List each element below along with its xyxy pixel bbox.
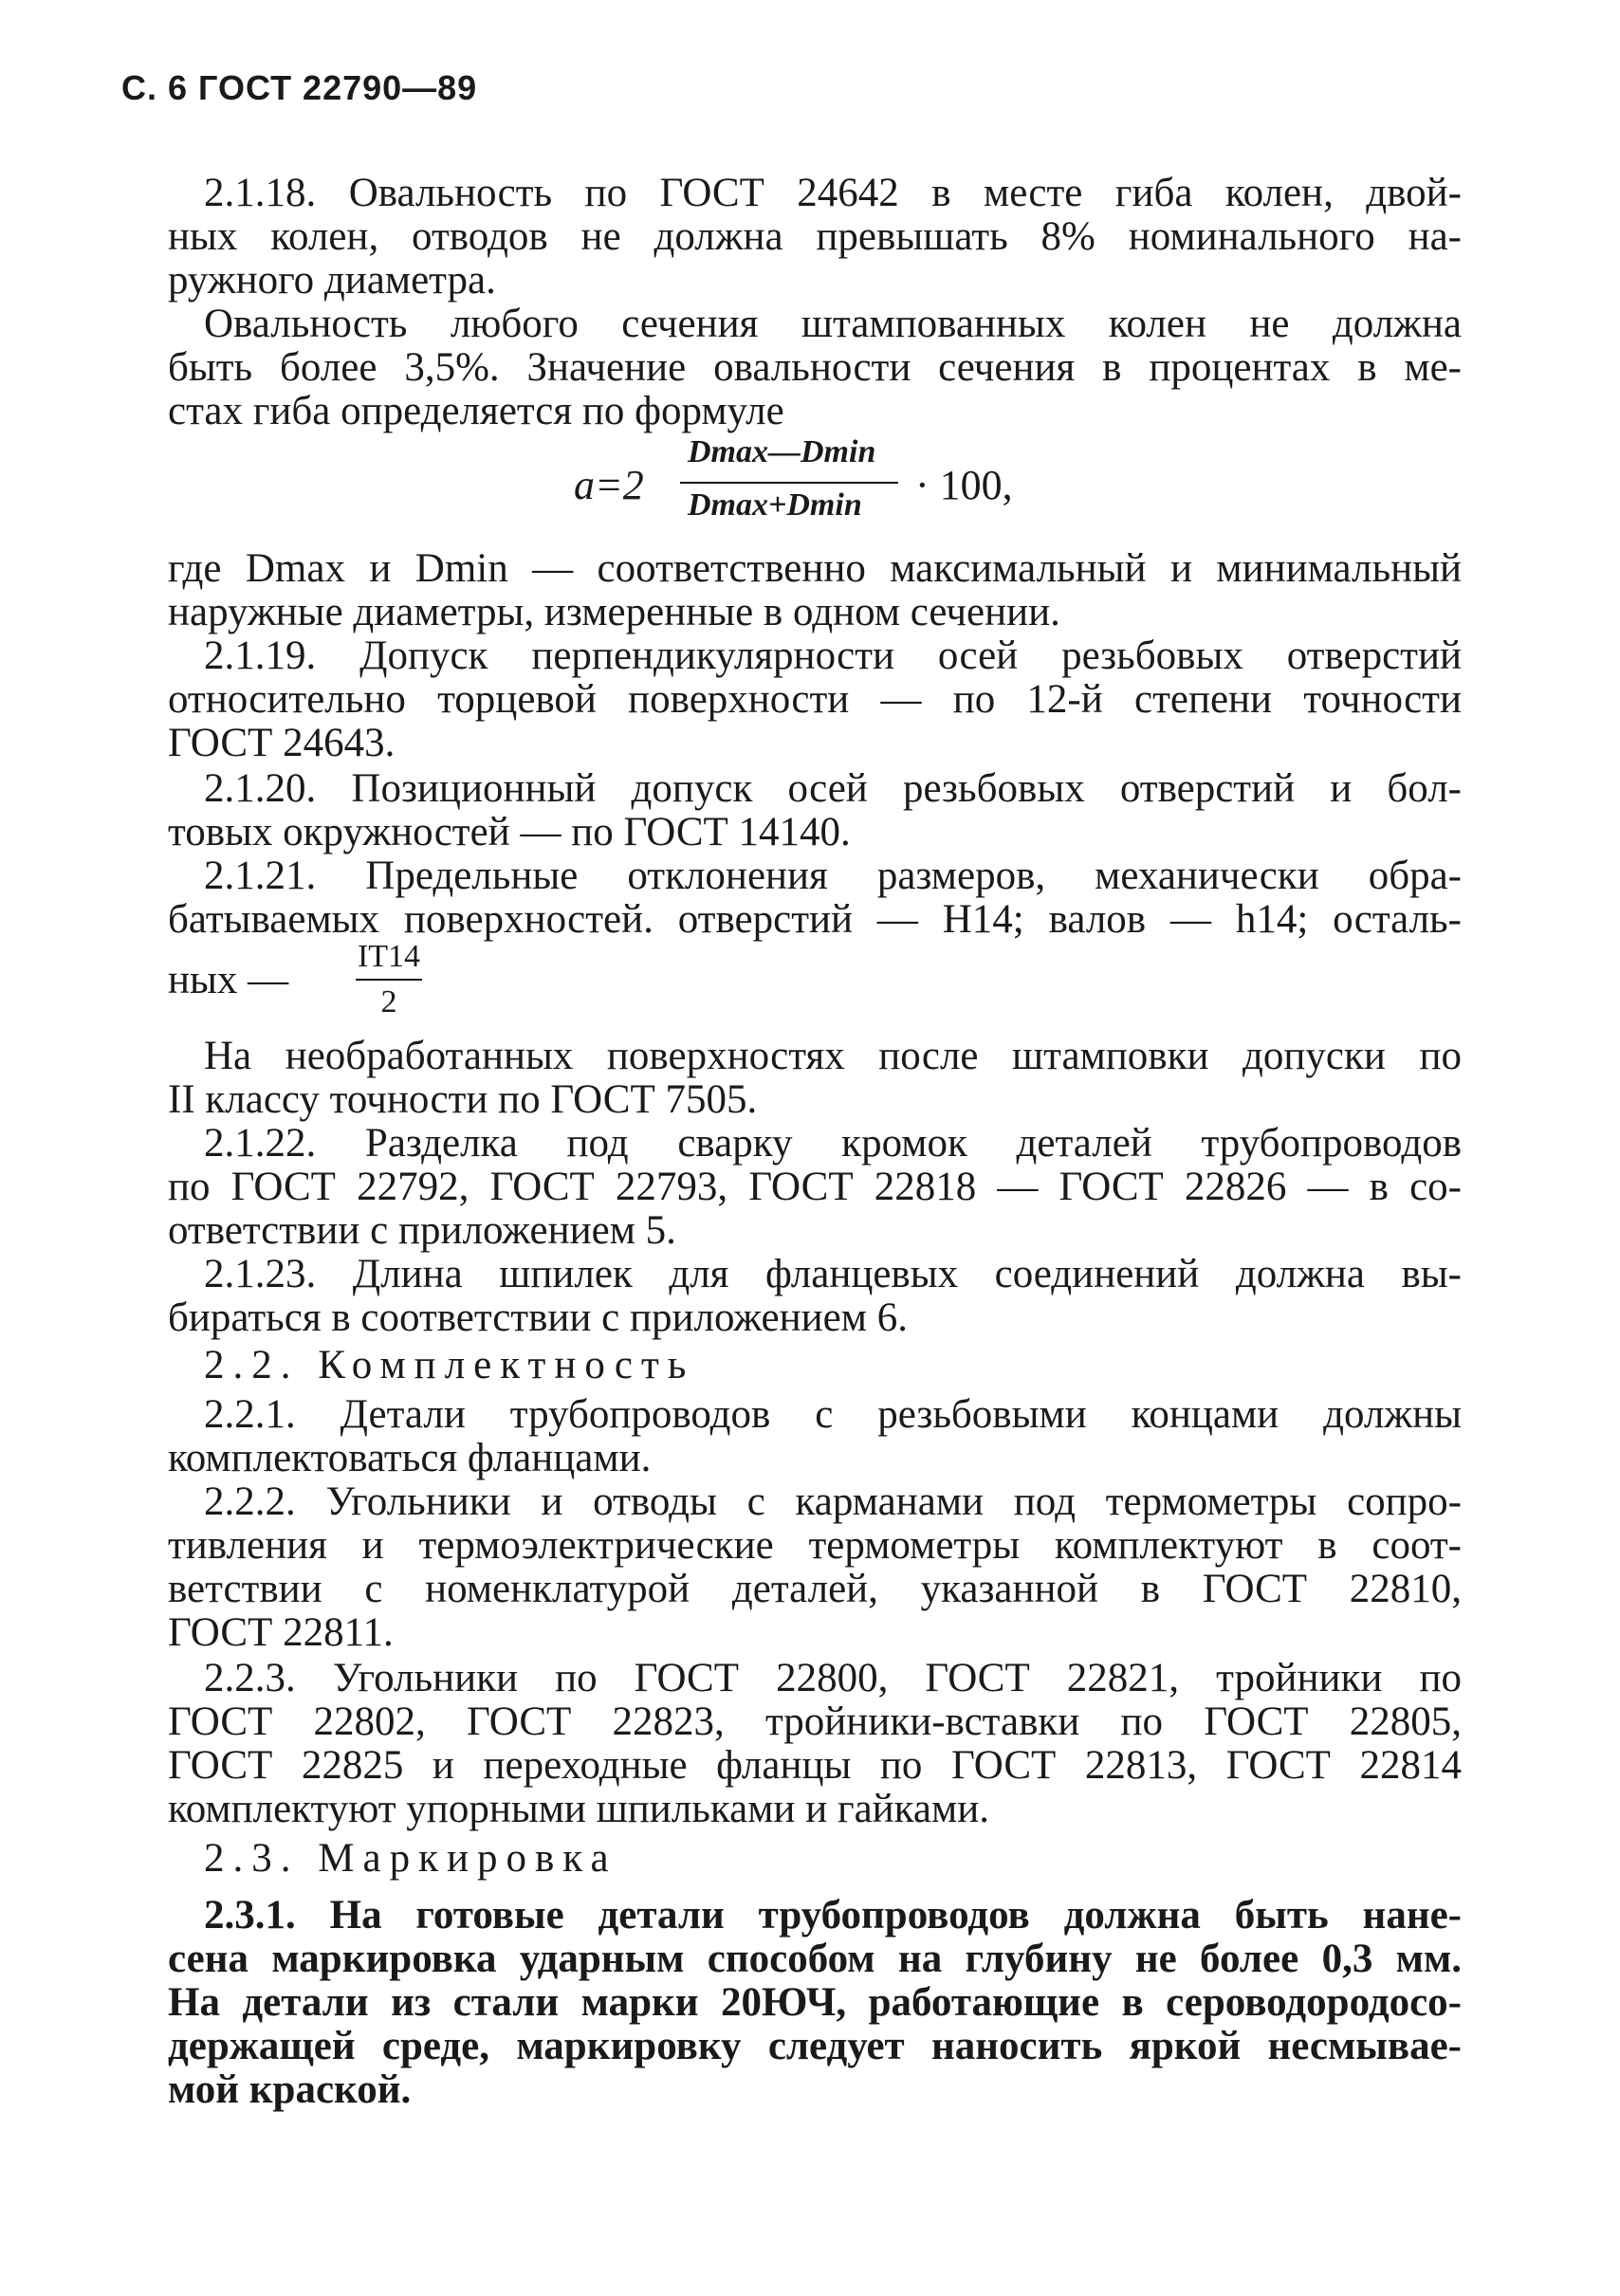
text-line: по ГОСТ 22792, ГОСТ 22793, ГОСТ 22818 — ГОСТ 22826 — в со- — [168, 1165, 1462, 1209]
text-line: На детали из стали марки 20ЮЧ, работающие в сероводородосо- — [168, 1980, 1462, 2025]
formula-lhs: a=2 — [574, 462, 644, 508]
text-line: 2.1.22. Разделка под сварку кромок деталей трубопроводов — [204, 1121, 1462, 1166]
text-line: На необработанных поверхностях после штамповки допуски по — [204, 1034, 1462, 1078]
text-line: ГОСТ 22811. — [168, 1610, 394, 1655]
section-heading: 2.3. Маркировка — [204, 1836, 617, 1881]
text-line: ГОСТ 22802, ГОСТ 22823, тройники-вставки по ГОСТ 22805, — [168, 1699, 1462, 1744]
text-line: где Dmax и Dmin — соответственно максимальный и минимальный — [168, 546, 1462, 591]
text-line: товых окружностей — по ГОСТ 14140. — [168, 810, 851, 854]
text-line: Овальность любого сечения штампованных колен не должна — [204, 302, 1462, 346]
text-line: ружного диаметра. — [168, 258, 496, 303]
text-line: 2.1.18. Овальность по ГОСТ 24642 в месте гиба колен, двой- — [204, 171, 1462, 215]
text-line: батываемых поверхностей. отверстий — H14; валов — h14; осталь- — [168, 897, 1462, 942]
text-line: 2.1.19. Допуск перпендикулярности осей резьбовых отверстий — [204, 634, 1462, 678]
text-line: 2.2.3. Угольники по ГОСТ 22800, ГОСТ 22821, тройники по — [204, 1656, 1462, 1700]
text-line: стах гиба определяется по формуле — [168, 389, 784, 433]
page-header: С. 6 ГОСТ 22790—89 — [121, 68, 478, 107]
text-line: сена маркировка ударным способом на глубину не более 0,3 мм. — [168, 1937, 1462, 1981]
text-line: 2.2.1. Детали трубопроводов с резьбовыми концами должны — [204, 1392, 1462, 1437]
text-line: 2.1.21. Предельные отклонения размеров, механически обра- — [204, 854, 1462, 898]
text-line: ответствии с приложением 5. — [168, 1208, 676, 1253]
text-line: держащей среде, маркировку следует наносить яркой несмывае- — [168, 2024, 1462, 2068]
text-line: ных — — [168, 958, 289, 1002]
formula-denominator: Dmax+Dmin — [688, 487, 862, 523]
text-line: комплектоваться фланцами. — [168, 1436, 652, 1480]
tolerance-fraction — [351, 939, 427, 1020]
text-line: II классу точности по ГОСТ 7505. — [168, 1077, 758, 1122]
text-line: относительно торцевой поверхности — по 12-й степени точности — [168, 677, 1462, 722]
text-line: наружные диаметры, измеренные в одном сечении. — [168, 590, 1060, 634]
text-line: быть более 3,5%. Значение овальности сечения в процентах в ме- — [168, 345, 1462, 390]
ovality-formula — [564, 434, 1171, 539]
text-line: ветствии с номенклатурой деталей, указанной в ГОСТ 22810, — [168, 1567, 1462, 1611]
text-line: ных колен, отводов не должна превышать 8% номинального на- — [168, 214, 1462, 259]
formula-fraction-bar — [680, 482, 898, 484]
text-line: 2.3.1. На готовые детали трубопроводов должна быть нане- — [204, 1893, 1462, 1938]
text-line: мой краской. — [168, 2067, 412, 2112]
formula-numerator: Dmax—Dmin — [688, 434, 876, 469]
section-heading: 2.2. Комплектность — [204, 1343, 695, 1387]
text-line: тивления и термоэлектрические термометры комплектуют в соот- — [168, 1523, 1462, 1568]
text-line: ГОСТ 24643. — [168, 721, 396, 765]
fraction-denominator: 2 — [380, 984, 397, 1019]
fraction-bar — [356, 979, 422, 981]
fraction-numerator: IT14 — [357, 939, 421, 974]
text-line: бираться в соответствии с приложением 6. — [168, 1295, 908, 1340]
text-line: 2.2.2. Угольники и отводы с карманами под термометры сопро- — [204, 1479, 1462, 1524]
text-line: 2.1.23. Длина шпилек для фланцевых соединений должна вы- — [204, 1252, 1462, 1296]
text-line: ГОСТ 22825 и переходные фланцы по ГОСТ 22813, ГОСТ 22814 — [168, 1743, 1462, 1788]
formula-rhs: · 100, — [915, 462, 1013, 508]
text-line: 2.1.20. Позиционный допуск осей резьбовых отверстий и бол- — [204, 766, 1462, 811]
text-line: комплектуют упорными шпильками и гайками. — [168, 1787, 989, 1831]
